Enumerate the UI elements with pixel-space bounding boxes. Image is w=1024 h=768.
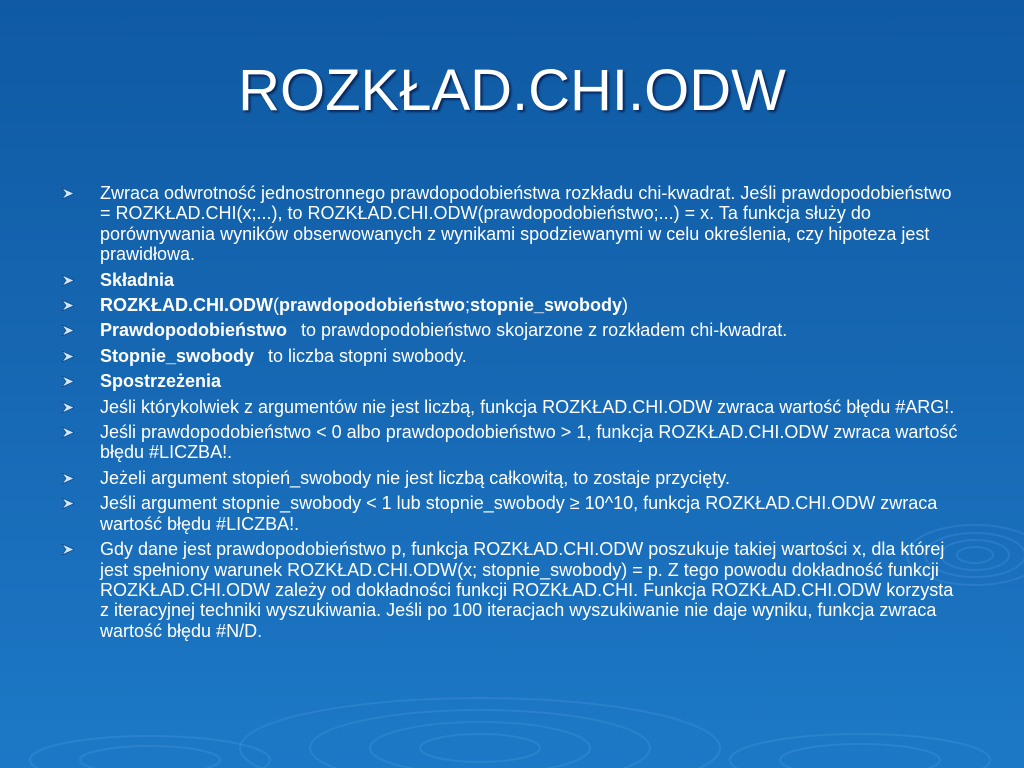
bullet-remark (62, 422, 962, 463)
bullet-text: Jeśli którykolwiek z argumentów nie jest liczbą, funkcja ROZKŁAD.CHI.ODW zwraca wartość błędu #ARG!. (100, 396, 955, 417)
bullet-text: Gdy dane jest prawdopodobieństwo p, funkcja ROZKŁAD.CHI.ODW poszukuje takiej wartości x, dla której jest spełniony warunek ROZKŁAD.CHI.ODW(x; stopnie_swobody) = p. Z tego powodu dokładność funkcji ROZKŁAD.CHI.ODW zależy od dokładności funkcji ROZKŁAD.CHI. Funkcja ROZKŁAD.CHI.ODW korzysta z iteracyjnej techniki wyszukiwania. Jeśli po 100 iteracjach wyszukiwanie nie daje wyniku, funkcja zwraca wartość błędu #N/D. (100, 539, 954, 641)
bullet-bold-text: Stopnie_swobody (100, 345, 255, 366)
arrowhead-bullet-icon (62, 376, 74, 387)
function-name: ROZKŁAD.CHI.ODW (100, 295, 273, 316)
arrowhead-bullet-icon (62, 473, 74, 484)
bullet-remark (62, 397, 962, 417)
bullet-text: Jeżeli argument stopień_swobody nie jest liczbą całkowitą, to zostaje przycięty. (100, 467, 730, 488)
slide-title: ROZKŁAD.CHI.ODW (238, 58, 786, 123)
arrowhead-bullet-icon (62, 300, 74, 311)
bullet-syntax-heading (62, 270, 962, 290)
syntax-separator: ; (464, 295, 470, 316)
bullet-list (62, 183, 962, 646)
bullet-remark (62, 468, 962, 488)
bullet-remark (62, 539, 962, 641)
arrowhead-bullet-icon (62, 325, 74, 336)
bullet-degrees (62, 346, 962, 366)
arrowhead-bullet-icon (62, 351, 74, 362)
syntax-paren-open: ( (272, 295, 279, 316)
argument-probability: prawdopodobieństwo (278, 295, 465, 316)
arrowhead-bullet-icon (62, 427, 74, 438)
arrowhead-bullet-icon (62, 188, 74, 199)
bullet-remarks-heading (62, 371, 962, 391)
bullet-text: Jeśli prawdopodobieństwo < 0 albo prawdopodobieństwo > 1, funkcja ROZKŁAD.CHI.ODW zwraca wartość błędu #LICZBA!. (100, 422, 958, 463)
bullet-probability (62, 320, 962, 340)
bullet-description (62, 183, 962, 265)
bullet-text: Zwraca odwrotność jednostronnego prawdopodobieństwa rozkładu chi-kwadrat. Jeśli prawdopodobieństwo = ROZKŁAD.CHI(x;...), to ROZKŁAD.CHI.ODW(prawdopodobieństwo;...) = x. Ta funkcja służy do porównywania wyników obserwowanych z wynikami spodziewanymi w celu określenia, czy hipoteza jest prawidłowa. (100, 183, 952, 265)
arrowhead-bullet-icon (62, 544, 74, 555)
bullet-text: Jeśli argument stopnie_swobody < 1 lub stopnie_swobody ≥ 10^10, funkcja ROZKŁAD.CHI.ODW zwraca wartość błędu #LICZBA!. (100, 493, 938, 534)
arrowhead-bullet-icon (62, 498, 74, 509)
bullet-syntax (62, 295, 962, 315)
bullet-bold-text: Składnia (100, 269, 175, 290)
syntax-paren-close: ) (622, 295, 629, 316)
bullet-text: to liczba stopni swobody. (268, 345, 467, 366)
bullet-text: to prawdopodobieństwo skojarzone z rozkładem chi-kwadrat. (301, 320, 788, 341)
argument-degrees: stopnie_swobody (470, 295, 623, 316)
bullet-remark (62, 493, 962, 534)
bullet-bold-text: Prawdopodobieństwo (100, 320, 287, 341)
arrowhead-bullet-icon (62, 402, 74, 413)
bullet-bold-text: Spostrzeżenia (100, 371, 222, 392)
arrowhead-bullet-icon (62, 275, 74, 286)
